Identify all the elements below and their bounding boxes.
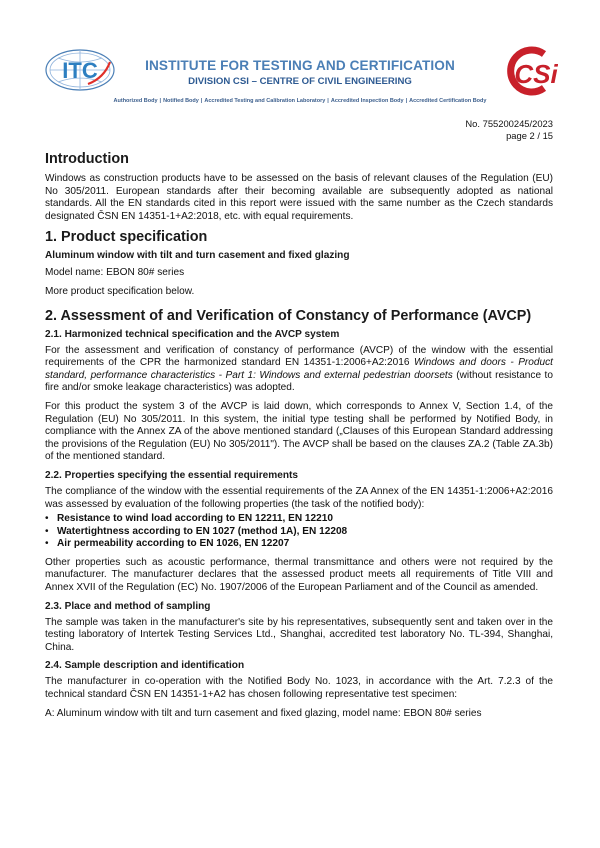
document-body [45, 151, 553, 720]
page-number: page 2 / 15 [506, 129, 553, 141]
csi-logo [506, 46, 558, 96]
institute-title: INSTITUTE FOR TESTING AND CERTIFICATION [145, 58, 455, 73]
accreditation-line: Authorized Body | Notified Body | Accredited Testing and Calibration Laboratory | Accredited Inspection Body | Accredited Certification Body [113, 98, 487, 104]
accreditation-item: Accredited Inspection Body [330, 98, 404, 104]
essential-properties-list [45, 513, 553, 551]
model-name: Model name: EBON 80# series [45, 267, 185, 279]
accreditation-item: Authorized Body [113, 98, 158, 104]
section-2-1-paragraph-2: For this product the system 3 of the AVCP is laid down, which corresponds to Annex V, Section 1.4, of the Regulation (EU) No 305/2011. In this system, the initial type testing shall be performed by Notified Body, in compliance with the Annex ZA of the above mentioned standard („Clauses of this European Standard addressing the provisions of the Regulation (EU) No 305/2011"). The AVCP shall be based on the clauses ZA.2 (Table ZA.3b) of the mentioned standard. [45, 400, 553, 463]
section-2-4-paragraph-2: A: Aluminum window with tilt and turn casement and fixed glazing, model name: EBON 80# series [45, 707, 482, 719]
csi-logo-text: CSi [514, 59, 558, 89]
section-2-heading: 2. Assessment of and Verification of Constancy of Performance (AVCP) [45, 307, 532, 324]
section-2-3-paragraph: The sample was taken in the manufacturer's site by his representatives, subsequently sent and taken over in the testing laboratory of Intertek Testing Services Ltd., Shanghai, accredited test laboratory No. TL-394, Shanghai, China. [45, 616, 553, 653]
section-2-4-paragraph-1: The manufacturer in co-operation with the Notified Body No. 1023, in accordance with the Art. 7.2.3 of the technical standard ČSN EN 14351-1+A2 has chosen following representative test specimen: [45, 676, 553, 701]
section-1-heading: 1. Product specification [45, 229, 208, 246]
section-2-4-heading: 2.4. Sample description and identification [45, 660, 245, 672]
itc-logo-text: ITC [62, 58, 98, 83]
page-header [0, 38, 600, 98]
document-reference [465, 118, 553, 141]
section-2-2-paragraph-2: Other properties such as acoustic performance, thermal transmittance and others were not required by the manufacturer. The manufacturer declares that the assessed product meets all requirements of Title VIII and Annex XVII of the Regulation (EC) No. 1907/2006 of the European Parliament and of the Council as amended. [45, 556, 553, 594]
accreditation-item: Accredited Testing and Calibration Laboratory [204, 98, 326, 104]
introduction-heading: Introduction [45, 151, 129, 167]
introduction-text: Windows as construction products have to be assessed on the basis of relevant clauses of the Regulation (EU) No 305/2011. European standards after their becoming available are subsequently adopted as national standards. All the EN standards cited in this report were issued with the same number as the Czech standards designated ČSN EN 14351-1+A2:2018, etc. with equal requirements. [45, 173, 553, 222]
accreditation-item: Accredited Certification Body [409, 98, 487, 104]
list-item: • Air permeability according to EN 1026, EN 12207 [45, 538, 290, 550]
more-specification: More product specification below. [45, 285, 195, 297]
section-2-2-paragraph-1: The compliance of the window with the essential requirements of the ZA Annex of the EN 14351-1:2006+A2:2016 was assessed by evaluation of the following properties (the task of the notified body): [45, 485, 553, 510]
division-name: DIVISION CSI – CENTRE OF CIVIL ENGINEERING [188, 76, 412, 87]
section-2-1-heading: 2.1. Harmonized technical specification and the AVCP system [45, 328, 340, 340]
section-2-3-heading: 2.3. Place and method of sampling [45, 600, 211, 612]
accreditation-item: Notified Body [163, 98, 199, 104]
product-subheading: Aluminum window with tilt and turn casement and fixed glazing [45, 250, 350, 262]
section-2-1-paragraph-1: For the assessment and verification of constancy of performance (AVCP) of the window with the essential requirements of the CPR the harmonized standard EN 14351-1:2006+A2:2016 Windows and doors - Product standard, performance characteristics - Part 1: Windows and external pedestrian doorsets (without resistance to fire and/or smoke leakage characteristics) was adopted. [45, 344, 553, 394]
document-number: No. 755200245/2023 [465, 118, 553, 129]
list-item: • Resistance to wind load according to EN 12211, EN 12210 [45, 513, 333, 525]
list-item: • Watertightness according to EN 1027 (method 1A), EN 12208 [45, 525, 348, 537]
section-2-2-heading: 2.2. Properties specifying the essential requirements [45, 469, 298, 481]
